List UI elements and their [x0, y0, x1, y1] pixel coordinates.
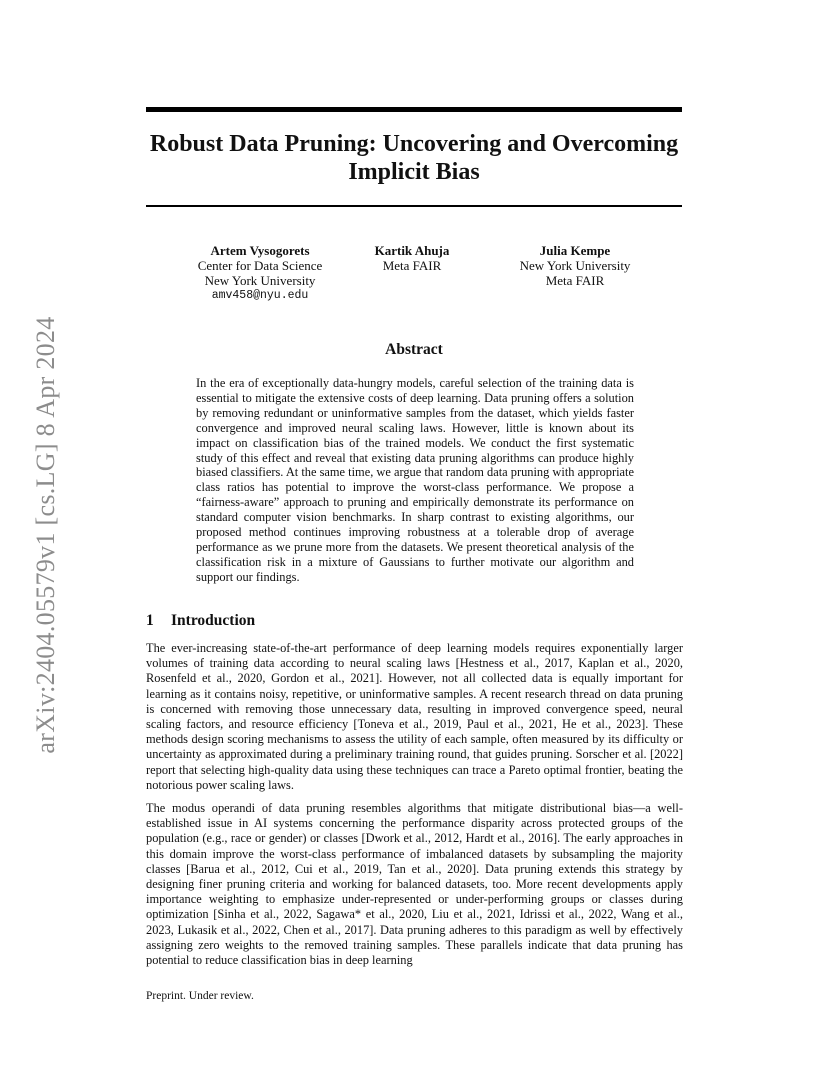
author-block: [352, 243, 472, 273]
footer-note: Preprint. Under review.: [146, 990, 254, 1002]
section-heading: [146, 612, 255, 630]
author-name: Julia Kempe: [539, 243, 611, 258]
author-affiliation: Meta FAIR: [382, 258, 442, 273]
title-top-rule: [146, 107, 682, 112]
author-affiliation: Center for Data Science: [197, 258, 323, 273]
body-paragraph: The ever-increasing state-of-the-art performance of deep learning models requires exponentially larger volumes of training data according to neural scaling laws [Hestness et al., 2017, Kaplan et al., 2020, Rosenfeld et al., 2020, Gordon et al., 2021]. However, not all collected data is equally important for learning as it contains noisy, repetitive, or uninformative samples. A recent research thread on data pruning is concerned with removing those unnecessary data, resulting in improved convergence speed, neural scaling factors, and resource efficiency [Toneva et al., 2019, Paul et al., 2021, He et al., 2023]. These methods design scoring mechanisms to assess the utility of each sample, often measured by its difficulty or uncertainty as approximated during a preliminary training round, that guides pruning. Sorscher et al. [2022] report that selecting high-quality data using these techniques can trace a Pareto optimal frontier, beating the notorious power scaling laws.: [146, 641, 683, 792]
paper-title: Robust Data Pruning: Uncovering and Overcoming Implicit Bias: [149, 131, 679, 185]
arxiv-identifier-stamp: arXiv:2404.05579v1 [cs.LG] 8 Apr 2024: [31, 316, 60, 754]
section-number: 1: [146, 612, 154, 629]
body-paragraph: The modus operandi of data pruning resembles algorithms that mitigate distributional bias—a well-established issue in AI systems concerning the performance disparity across protected groups of the population (e.g., race or gender) or classes [Dwork et al., 2012, Hardt et al., 2016]. The early approaches in this domain improve the worst-class performance of imbalanced datasets by subsampling the majority classes [Barua et al., 2012, Cui et al., 2019, Tan et al., 2020]. Data pruning extends this strategy by designing finer pruning criteria and working for balanced datasets, too. More recent developments apply importance weighting to emphasize under-represented or under-performing groups or classes during optimization [Sinha et al., 2022, Sagawa* et al., 2020, Liu et al., 2021, Idrissi et al., 2022, Wang et al., 2023, Lukasik et al., 2022, Chen et al., 2017]. Data pruning adheres to this paradigm as well by effectively assigning zero weights to the removed training samples. These parallels indicate that data pruning has potential to reduce classification bias in deep learning: [146, 801, 683, 968]
abstract-heading: Abstract: [385, 341, 443, 358]
author-affiliation: Meta FAIR: [545, 273, 605, 288]
abstract-text: In the era of exceptionally data-hungry models, careful selection of the training data is essential to mitigate the extensive costs of deep learning. Data pruning offers a solution by removing redundant or uninformative samples from the dataset, which yields faster convergence and improved neural scaling laws. However, little is known about its impact on classification bias of the trained models. We conduct the first systematic study of this effect and reveal that existing data pruning algorithms can produce highly biased classifiers. At the same time, we argue that random data pruning with appropriate class ratios has potential to improve the worst-class performance. We propose a “fairness-aware” approach to pruning and empirically demonstrate its performance on standard computer vision benchmarks. In sharp contrast to existing algorithms, our proposed method continues improving robustness at a tolerable drop of average performance as we prune more from the datasets. We present theoretical analysis of the classification risk in a mixture of Gaussians to further motivate our algorithm and support our findings.: [196, 376, 634, 584]
author-name: Kartik Ahuja: [374, 243, 450, 258]
author-email[interactable]: amv458@nyu.edu: [211, 289, 309, 302]
section-title: Introduction: [171, 612, 256, 629]
author-block: [185, 243, 335, 303]
author-block: [500, 243, 650, 288]
author-affiliation: New York University: [204, 273, 316, 288]
author-affiliation: New York University: [519, 258, 631, 273]
author-name: Artem Vysogorets: [210, 243, 310, 258]
title-bottom-rule: [146, 205, 682, 207]
